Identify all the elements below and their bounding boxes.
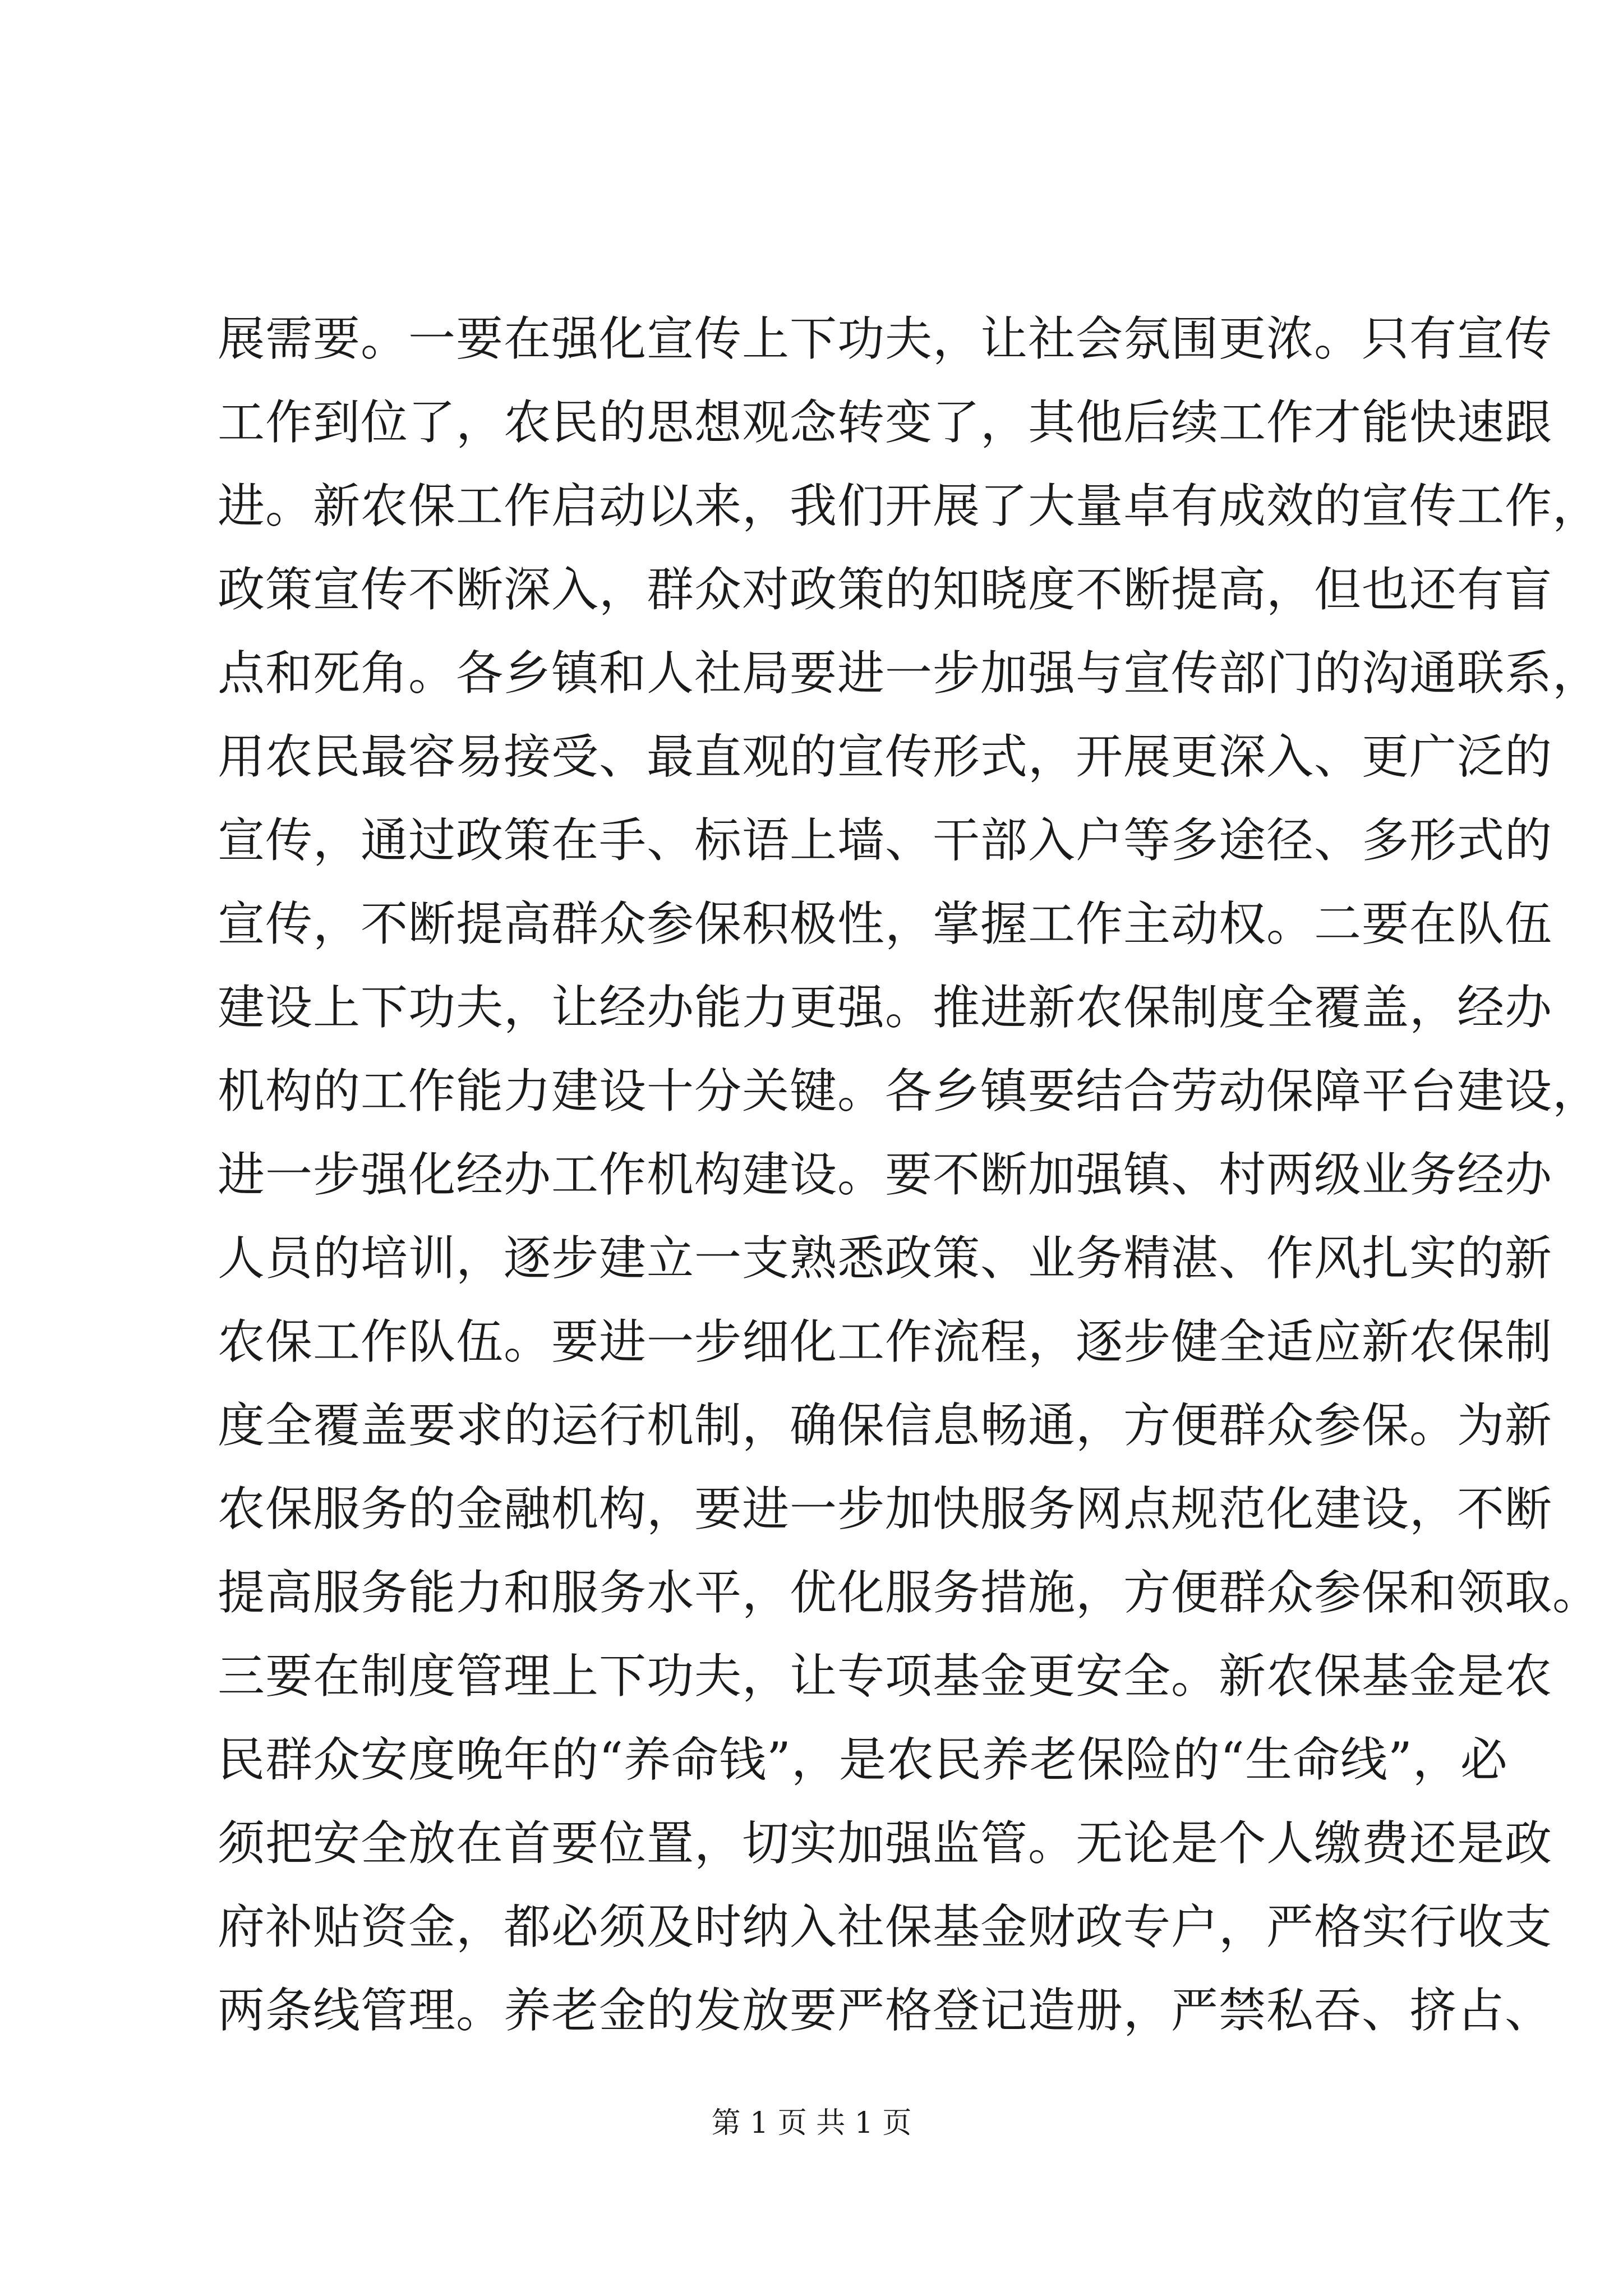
text-line-19: 须把安全放在首要位置，切实加强监管。无论是个人缴费还是政 <box>218 1816 1553 1871</box>
text-line-1: 展需要。一要在强化宣传上下功夫，让社会氛围更浓。只有宣传 <box>218 311 1553 366</box>
text-line-2: 工作到位了，农民的思想观念转变了，其他后续工作才能快速跟 <box>218 395 1553 450</box>
text-line-5: 点和死角。各乡镇和人社局要进一步加强与宣传部门的沟通联系， <box>218 646 1601 701</box>
text-line-10: 机构的工作能力建设十分关键。各乡镇要结合劳动保障平台建设， <box>218 1064 1601 1119</box>
text-line-8: 宣传，不断提高群众参保积极性，掌握工作主动权。二要在队伍 <box>218 896 1553 951</box>
text-line-13: 农保工作队伍。要进一步细化工作流程，逐步健全适应新农保制 <box>218 1314 1553 1369</box>
text-line-9: 建设上下功夫，让经办能力更强。推进新农保制度全覆盖，经办 <box>218 980 1553 1035</box>
page-footer: 第 1 页 共 1 页 <box>711 2106 912 2140</box>
text-line-18: 民群众安度晚年的“养命钱”，是农民养老保险的“生命线”，必 <box>218 1732 1508 1787</box>
text-line-6: 用农民最容易接受、最直观的宣传形式，开展更深入、更广泛的 <box>218 729 1553 784</box>
text-line-17: 三要在制度管理上下功夫，让专项基金更安全。新农保基金是农 <box>218 1649 1553 1704</box>
text-line-14: 度全覆盖要求的运行机制，确保信息畅通，方便群众参保。为新 <box>218 1398 1553 1453</box>
text-line-20: 府补贴资金，都必须及时纳入社保基金财政专户，严格实行收支 <box>218 1899 1553 1954</box>
text-line-3: 进。新农保工作启动以来，我们开展了大量卓有成效的宣传工作， <box>218 478 1601 533</box>
text-line-11: 进一步强化经办工作机构建设。要不断加强镇、村两级业务经办 <box>218 1147 1553 1202</box>
text-line-12: 人员的培训，逐步建立一支熟悉政策、业务精湛、作风扎实的新 <box>218 1231 1553 1286</box>
body-paragraph <box>218 297 1601 2053</box>
text-line-21: 两条线管理。养老金的发放要严格登记造册，严禁私吞、挤占、 <box>218 1983 1553 2038</box>
text-line-4: 政策宣传不断深入，群众对政策的知晓度不断提高，但也还有盲 <box>218 562 1553 617</box>
text-line-16: 提高服务能力和服务水平，优化服务措施，方便群众参保和领取。 <box>218 1565 1601 1620</box>
text-line-7: 宣传，通过政策在手、标语上墙、干部入户等多途径、多形式的 <box>218 813 1553 868</box>
text-line-15: 农保服务的金融机构，要进一步加快服务网点规范化建设，不断 <box>218 1481 1553 1536</box>
